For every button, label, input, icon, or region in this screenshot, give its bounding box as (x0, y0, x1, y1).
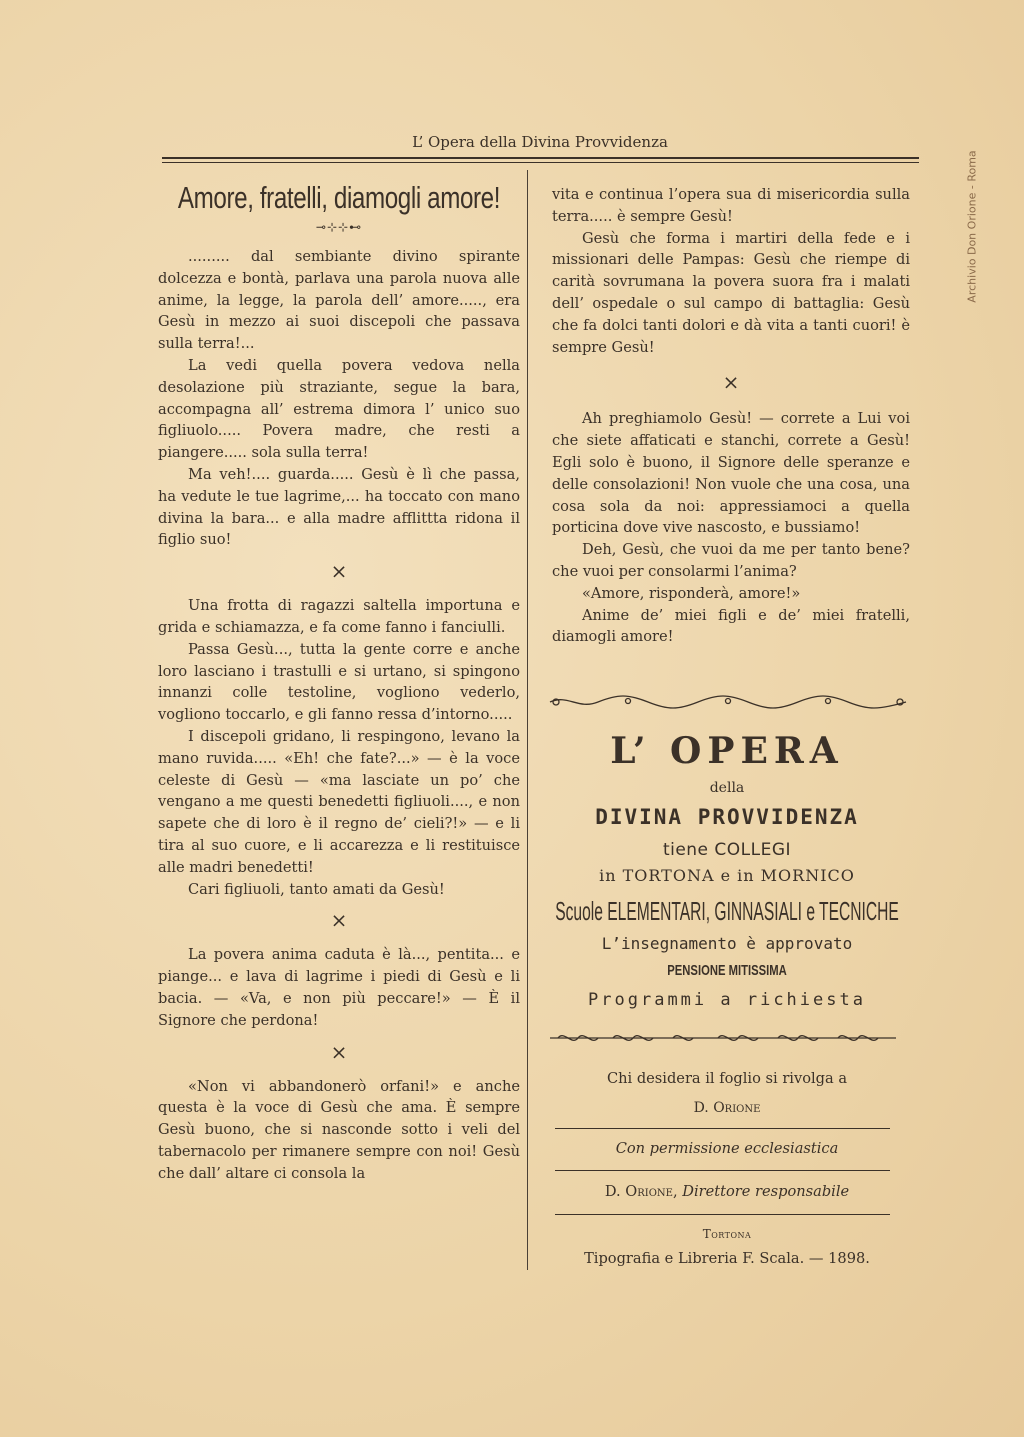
title-ornament: ⊸⊹⊹⊷ (315, 220, 363, 234)
footer-permissione: Con permissione ecclesiastica (615, 1140, 839, 1157)
page-header: L’ Opera della Divina Provvidenza (412, 133, 668, 151)
advert-places: in TORTONA e in MORNICO (599, 866, 855, 885)
advert-programmi: Programmi a richiesta (588, 990, 866, 1010)
footer-rule (555, 1170, 890, 1171)
article-left-column (158, 180, 520, 1184)
paragraph: La povera anima caduta è là..., pentita... e piange... e lava di lagrime i piedi di Gesù e li bacia. — «Va, e non più peccare!» — È il Signore che perdona! (158, 946, 520, 1029)
paragraph: La vedi quella povera vedova nella desolazione più straziante, segue la bara, accompagna all’ estrema dimora l’ unico suo figliuolo..... Povera madre, che resti a piangere..... sola sulla terra! (158, 356, 520, 462)
footer-tipografia: Tipografia e Libreria F. Scala. — 1898. (584, 1250, 870, 1267)
paragraph: Cari figliuoli, tanto amati da Gesù! (188, 880, 445, 898)
direttore-role: Direttore responsabile (682, 1183, 850, 1200)
archive-stamp: Archivio Don Orione - Roma (965, 150, 979, 303)
footer-place: Tortona (702, 1227, 752, 1241)
paragraph: Gesù che forma i martiri della fede e i missionari delle Pampas: Gesù che riempe di carità sovrumana la povera suora fra i malati dell’ ospedale o sul campo di battaglia: Gesù che fa dolci tanti dolori e dà vita a tanti cuori! è sempre Gesù! (552, 229, 910, 356)
advert-pensione: PENSIONE MITISSIMA (667, 962, 787, 979)
paragraph: vita e continua l’opera sua di misericordia sulla terra..... è sempre Gesù! (552, 186, 910, 225)
advert-della: della (709, 780, 745, 796)
advert-scuole: Scuole ELEMENTARI, GINNASIALI e TECNICHE (555, 896, 899, 926)
advert-name: DIVINA PROVVIDENZA (595, 805, 859, 829)
section-separator: × (330, 1039, 348, 1064)
advert-title: L’ OPERA (610, 730, 844, 772)
footer-chi: Chi desidera il foglio si rivolga a (606, 1070, 848, 1087)
footer-rule (555, 1128, 890, 1129)
ornament-band-bottom (548, 1028, 898, 1048)
footer-orione: D. Orione (693, 1100, 761, 1116)
advert-tiene: tiene COLLEGI (662, 840, 792, 860)
section-separator: × (330, 559, 348, 584)
paragraph: Ah preghiamolo Gesù! — correte a Lui voi che siete affaticati e stanchi, correte a Gesù! Egli solo è buono, il Signore delle speranze e delle consolazioni! Non vuole che una cosa, una cosa sola da noi: appressiamoci a quella porticina dove vive nascosto, e bussiamo! (552, 410, 910, 537)
header-rule-thin (162, 162, 919, 163)
paragraph: Passa Gesù..., tutta la gente corre e anche loro lasciano i trastulli e si urtano, si spingono innanzi colle testoline, vogliono vederlo, vogliono toccarlo, e gli fanno ressa d’intorno..... (158, 640, 520, 724)
footer-direttore (548, 1183, 906, 1200)
section-separator: × (330, 908, 348, 933)
ornament-band-top (548, 692, 908, 712)
column-divider (527, 170, 528, 1270)
paragraph: I discepoli gridano, li respingono, levano la mano ruvida..... «Eh! che fate?...» — è la voce celeste di Gesù — «ma lasciate un po’ che vengano a me questi benedetti figliuoli...., e non sapete che di loro è il regno de’ cieli?!» — e li tira al suo cuore, e li accarezza e li restituisce alle madri benedetti! (158, 727, 520, 876)
footer-rule (555, 1214, 890, 1215)
paragraph: Ma veh!.... guarda..... Gesù è lì che passa, ha vedute le tue lagrime,... ha toccato con mano divina la bara... e alla madre afflittta ridona il figlio suo! (158, 465, 520, 549)
article-title: Amore, fratelli, diamogli amore! (177, 180, 501, 215)
paragraph: «Amore, risponderà, amore!» (582, 584, 801, 602)
paragraph: Una frotta di ragazzi saltella importuna e grida e schiamazza, e fa come fanno i fanciulli. (158, 597, 520, 636)
paragraph: Deh, Gesù, che vuoi da me per tanto bene? che vuoi per consolarmi l’anima? (552, 541, 910, 580)
article-right-column (552, 184, 910, 648)
direttore-name: D. Orione, (604, 1183, 678, 1200)
paragraph: ......... dal sembiante divino spirante dolcezza e bontà, parlava una parola nuova alle anime, la legge, la parola dell’ amore....., era Gesù in mezzo ai suoi discepoli che passava sulla terra!... (158, 248, 520, 353)
section-separator: × (722, 370, 740, 395)
advert-insegnamento: L’insegnamento è approvato (601, 934, 853, 953)
header-rule (162, 157, 919, 159)
paragraph: Anime de’ miei figli e de’ miei fratelli, diamogli amore! (552, 606, 910, 646)
paragraph: «Non vi abbandonerò orfani!» e anche questa è la voce di Gesù che ama. È sempre Gesù buono, che si nasconde sotto i veli del tabernacolo per rimanere sempre con noi! Gesù che dall’ altare ci consola la (158, 1077, 520, 1182)
